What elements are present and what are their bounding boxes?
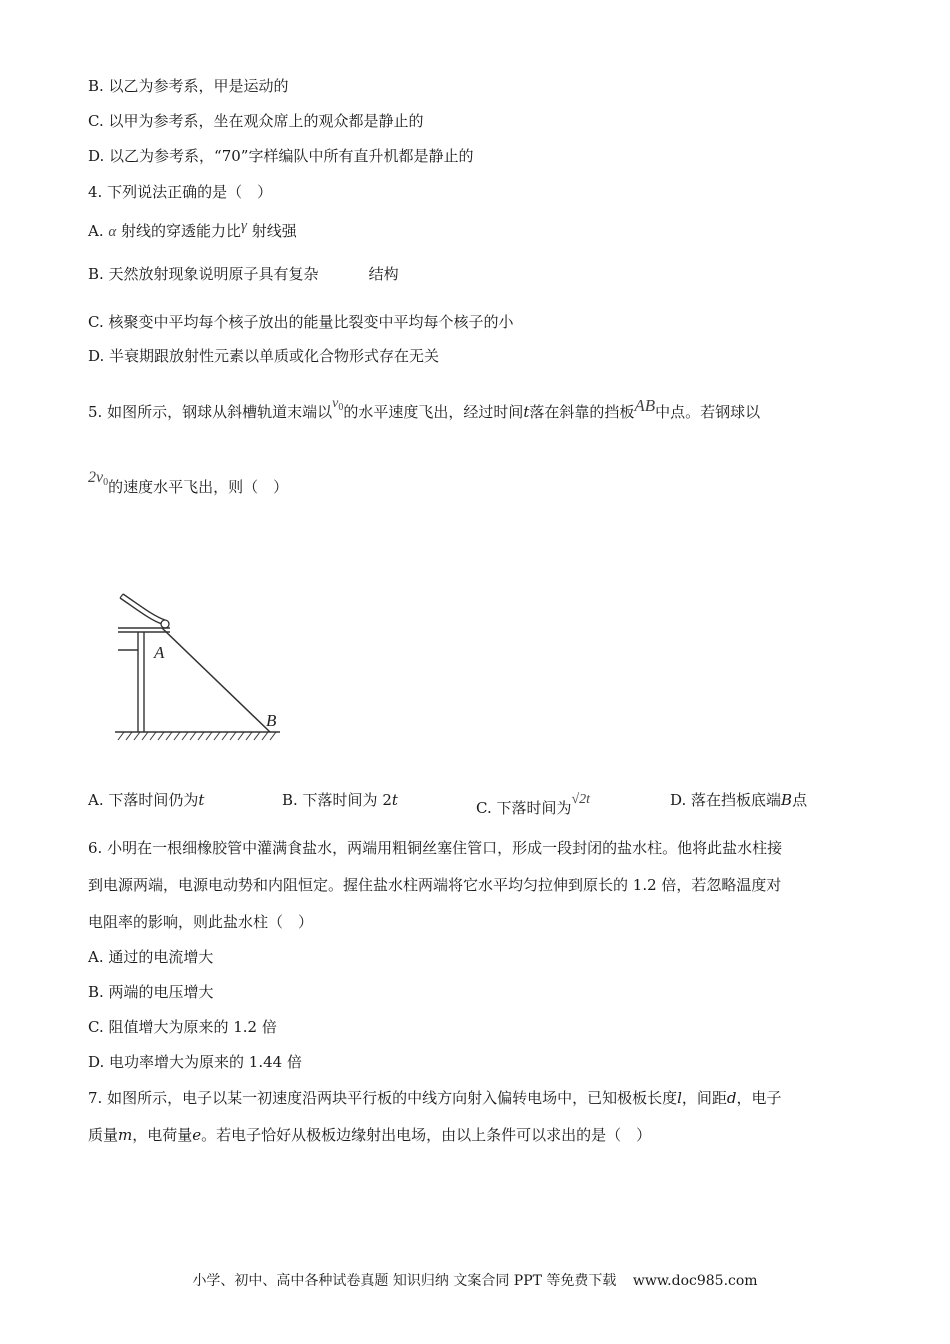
q7-stem-line2: 质量m，电荷量e。若电子恰好从极板边缘射出电场，由以上条件可以求出的是（ ） (88, 1126, 652, 1144)
q7-stem-line1: 7. 如图所示，电子以某一初速度沿两块平行板的中线方向射入偏转电场中，已知极板长度l，间距d，电子 (88, 1089, 782, 1107)
q6-stem-line2: 到电源两端，电源电动势和内阻恒定。握住盐水柱两端将它水平均匀拉伸到原长的 1.2 倍，若忽略温度对 (88, 876, 782, 894)
ab-symbol: AB (634, 396, 656, 415)
q5-option-a: A. 下落时间仍为t (88, 791, 205, 809)
diagram-label-a: A (154, 643, 165, 662)
q6-stem-line1: 6. 小明在一根细橡胶管中灌满食盐水，两端用粗铜丝塞住管口，形成一段封闭的盐水柱。他将此盐水柱接 (88, 839, 783, 857)
q6-option-b: B. 两端的电压增大 (88, 983, 214, 1001)
q4-option-a: A. α 射线的穿透能力比γ 射线强 (88, 218, 297, 240)
q5-option-b: B. 下落时间为 2t (282, 791, 398, 809)
q4-option-b: B. 天然放射现象说明原子具有复杂 结构 (88, 265, 399, 283)
footer-link[interactable]: www.doc985.com (632, 1273, 758, 1289)
v0-symbol: $v_0$ (332, 396, 344, 413)
q3-option-b: B. 以乙为参考系，甲是运动的 (88, 77, 289, 95)
q3-option-d: D. 以乙为参考系，“70”字样编队中所有直升机都是静止的 (88, 147, 474, 165)
q4-option-c: C. 核聚变中平均每个核子放出的能量比裂变中平均每个核子的小 (88, 313, 514, 331)
q6-stem-line3: 电阻率的影响，则此盐水柱（ ） (88, 913, 314, 931)
page-footer (0, 1270, 950, 1290)
alpha-symbol: α (108, 224, 117, 240)
q6-option-c: C. 阻值增大为原来的 1.2 倍 (88, 1018, 277, 1036)
q5-diagram (110, 590, 290, 745)
q5-option-c: C. 下落时间为√2t (476, 792, 591, 817)
q4-option-d: D. 半衰期跟放射性元素以单质或化合物形式存在无关 (88, 347, 440, 365)
q3-option-c: C. 以甲为参考系，坐在观众席上的观众都是静止的 (88, 112, 424, 130)
q4-stem: 4. 下列说法正确的是（ ） (88, 183, 273, 201)
2v0-symbol: $2v_0$ (88, 469, 109, 488)
q5-stem-line2: $2v_0$的速度水平飞出，则（ ） (88, 469, 289, 496)
q5-stem-line1: 5. 如图所示，钢球从斜槽轨道末端以$v_0$的水平速度飞出，经过时间t落在斜靠的挡板AB中点。若钢球以 (88, 396, 761, 421)
gamma-symbol: γ (241, 218, 247, 234)
q5-option-d: D. 落在挡板底端B点 (670, 791, 808, 809)
sqrt2t-symbol: √2t (571, 792, 591, 807)
q6-option-a: A. 通过的电流增大 (88, 948, 214, 966)
q6-option-d: D. 电功率增大为原来的 1.44 倍 (88, 1053, 302, 1071)
diagram-label-b: B (266, 711, 277, 730)
footer-text: 小学、初中、高中各种试卷真题 知识归纳 文案合同 PPT 等免费下载 (192, 1273, 617, 1289)
